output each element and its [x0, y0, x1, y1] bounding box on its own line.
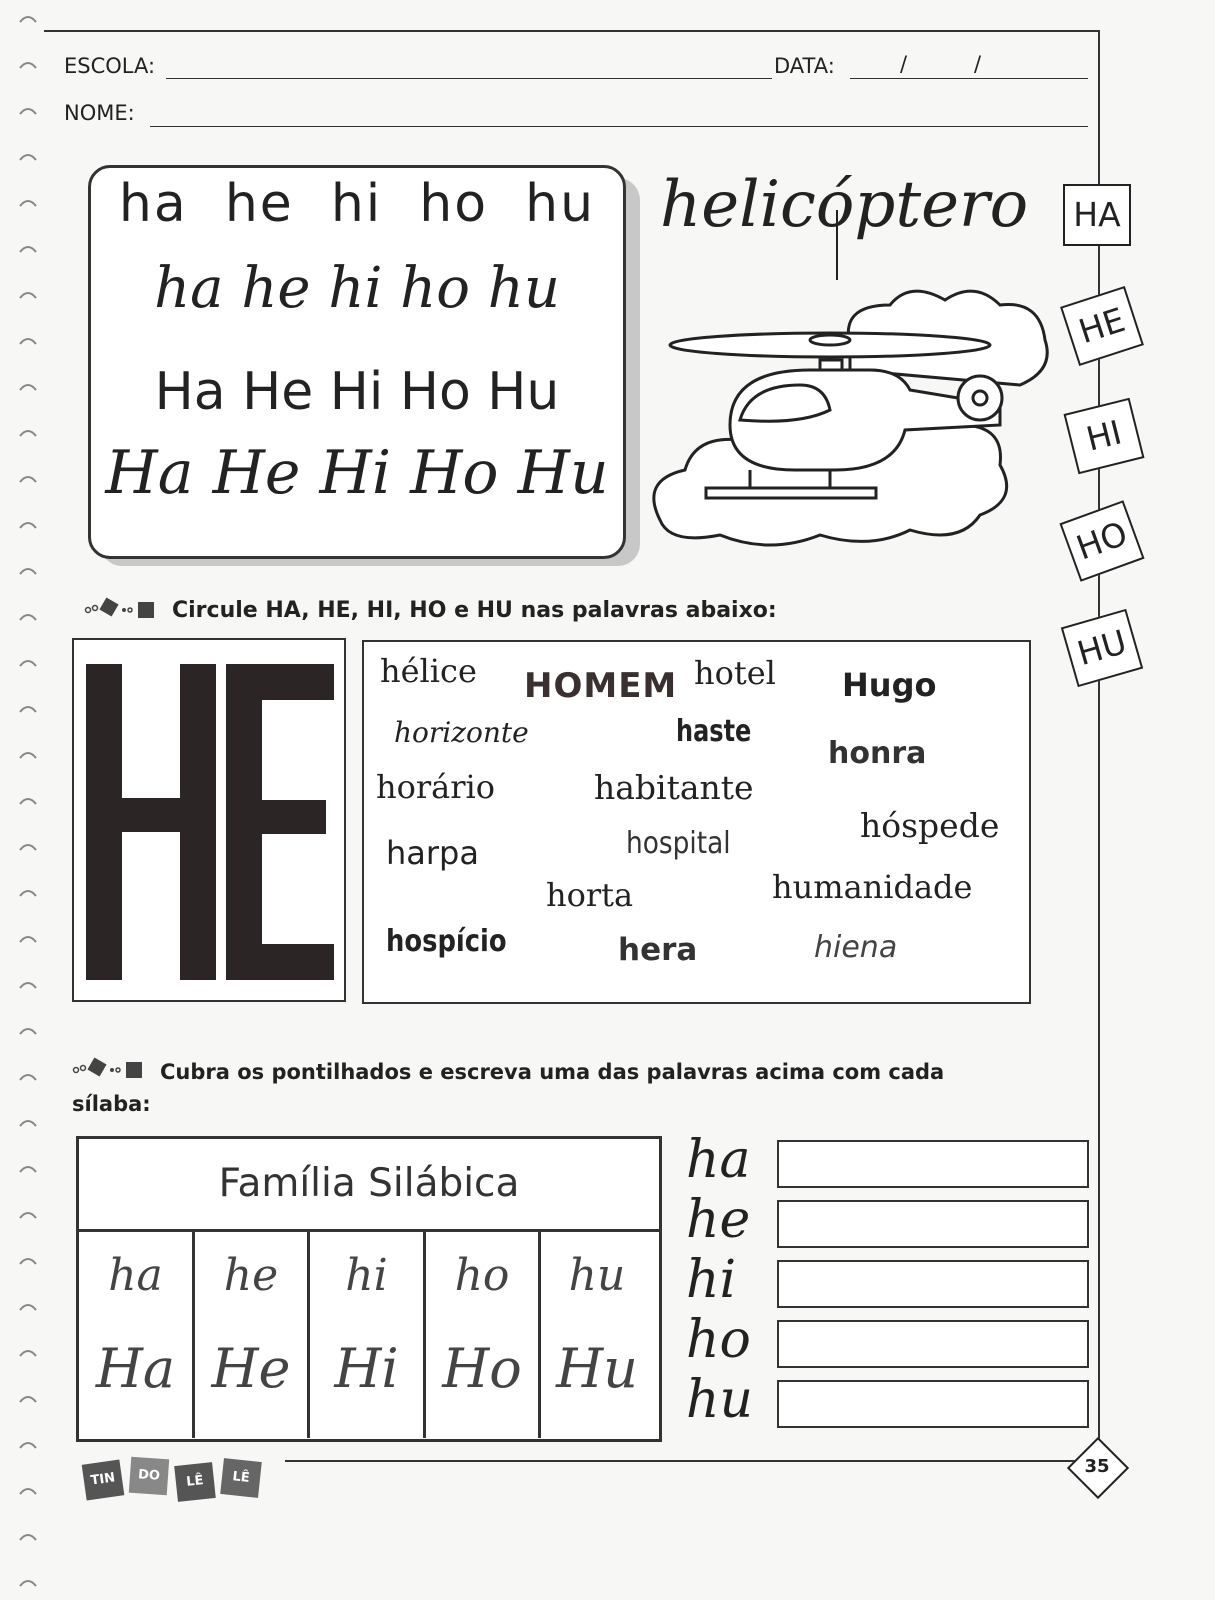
bullet-icon [72, 1056, 150, 1082]
helicopter-illustration [640, 250, 1060, 580]
family-cell [426, 1232, 541, 1438]
word: Hugo [842, 666, 937, 704]
write-word-box-hi[interactable] [777, 1260, 1089, 1308]
page-frame-top [44, 30, 1099, 32]
word: hiena [814, 930, 898, 965]
page-frame-bottom [285, 1460, 1075, 1462]
name-label: NOME: [64, 101, 135, 125]
syllable: ho [419, 174, 489, 234]
logo-tile: DO [129, 1457, 169, 1496]
word: hospital [626, 826, 731, 861]
word: humanidade [772, 868, 973, 906]
word: horário [376, 768, 496, 806]
side-syllable: hi [686, 1250, 737, 1310]
date-field[interactable] [850, 78, 1088, 79]
publisher-logo [84, 1458, 274, 1504]
side-syllable: ha [686, 1130, 751, 1190]
syllable: ha [118, 174, 188, 234]
logo-tile: LÊ [174, 1462, 216, 1502]
syllable: he [241, 256, 311, 321]
words-box [362, 640, 1031, 1004]
family-cell [195, 1232, 310, 1438]
page-number-badge [1070, 1440, 1124, 1494]
big-letters-box [72, 638, 346, 1002]
logo-tile: TIN [82, 1460, 125, 1501]
side-syllable: he [686, 1190, 751, 1250]
traceable-syllable[interactable]: ho [454, 1250, 510, 1301]
syllable-tag: HU [1061, 609, 1143, 687]
page-number: 35 [1084, 1456, 1110, 1477]
syllable-tag: HO [1059, 500, 1144, 582]
date-separator: / [974, 52, 982, 76]
syllable: Ha [105, 438, 194, 508]
section2-instruction-line2: sílaba: [72, 1092, 151, 1116]
family-cell [79, 1232, 195, 1438]
syllable: He [242, 362, 314, 422]
syllable-tag: HI [1064, 398, 1145, 475]
side-syllable: hu [686, 1370, 753, 1430]
syllable: hi [328, 256, 383, 321]
write-word-box-ho[interactable] [777, 1320, 1089, 1368]
write-word-box-hu[interactable] [777, 1380, 1089, 1428]
syllable: ha [154, 256, 224, 321]
traceable-syllable[interactable]: Hu [556, 1337, 638, 1400]
word: habitante [594, 768, 754, 807]
big-letters-he [74, 640, 344, 1000]
print-lower-row [91, 174, 623, 234]
picture-word-connector [836, 210, 838, 280]
syllable: Hu [517, 438, 609, 508]
traceable-syllable[interactable]: He [211, 1337, 291, 1400]
syllable: Ho [399, 362, 471, 422]
syllable: ho [400, 256, 470, 321]
write-word-box-he[interactable] [777, 1200, 1089, 1248]
print-upper-row [91, 362, 623, 422]
cursive-upper-row [91, 438, 623, 508]
syllable-box [88, 165, 626, 559]
syllable: Ha [154, 362, 226, 422]
picture-word: helicóptero [660, 168, 1029, 242]
side-syllable: ho [686, 1310, 751, 1370]
syllable: Hi [319, 438, 392, 508]
syllable: Hu [487, 362, 560, 422]
traceable-syllable[interactable]: hi [345, 1250, 388, 1301]
word: harpa [386, 834, 479, 872]
syllable: he [224, 174, 294, 234]
family-cell [541, 1232, 653, 1438]
spiral-binding [0, 0, 60, 1600]
word: hospício [386, 924, 507, 959]
school-label: ESCOLA: [64, 54, 156, 78]
word: hera [618, 932, 698, 968]
syllable: hi [330, 174, 383, 234]
section2-instruction-line1: Cubra os pontilhados e escreva uma das palavras acima com cada [160, 1060, 945, 1084]
traceable-syllable[interactable]: Ha [95, 1337, 176, 1400]
syllable: He [212, 438, 301, 508]
syllable-tag: HA [1063, 184, 1131, 246]
write-word-box-ha[interactable] [777, 1140, 1089, 1188]
date-separator: / [900, 52, 908, 76]
traceable-syllable[interactable]: Ho [442, 1337, 522, 1400]
syllable: hu [487, 256, 560, 321]
section1-instruction: Circule HA, HE, HI, HO e HU nas palavras abaixo: [172, 598, 777, 623]
bullet-icon [84, 596, 162, 622]
word: horizonte [394, 716, 529, 749]
family-title: Família Silábica [79, 1139, 659, 1232]
word: honra [828, 736, 927, 771]
cursive-lower-row [91, 256, 623, 321]
syllable-family-table [76, 1136, 662, 1442]
word: horta [546, 876, 634, 914]
word: hélice [380, 652, 477, 690]
syllable: Hi [329, 362, 384, 422]
word: hotel [694, 654, 776, 692]
traceable-syllable[interactable]: hu [568, 1250, 626, 1301]
word: HOMEM [524, 666, 678, 706]
word: haste [676, 714, 752, 749]
syllable: Ho [410, 438, 499, 508]
traceable-syllable[interactable]: Hi [334, 1337, 399, 1400]
logo-tile: LÊ [220, 1458, 262, 1498]
traceable-syllable[interactable]: ha [108, 1250, 163, 1301]
word: hóspede [860, 806, 1000, 845]
syllable-tag: HE [1060, 286, 1144, 366]
date-label: DATA: [774, 54, 835, 78]
family-cell [310, 1232, 426, 1438]
syllable: hu [525, 174, 596, 234]
school-field[interactable] [166, 78, 772, 79]
name-field[interactable] [150, 126, 1088, 127]
traceable-syllable[interactable]: he [223, 1250, 279, 1301]
